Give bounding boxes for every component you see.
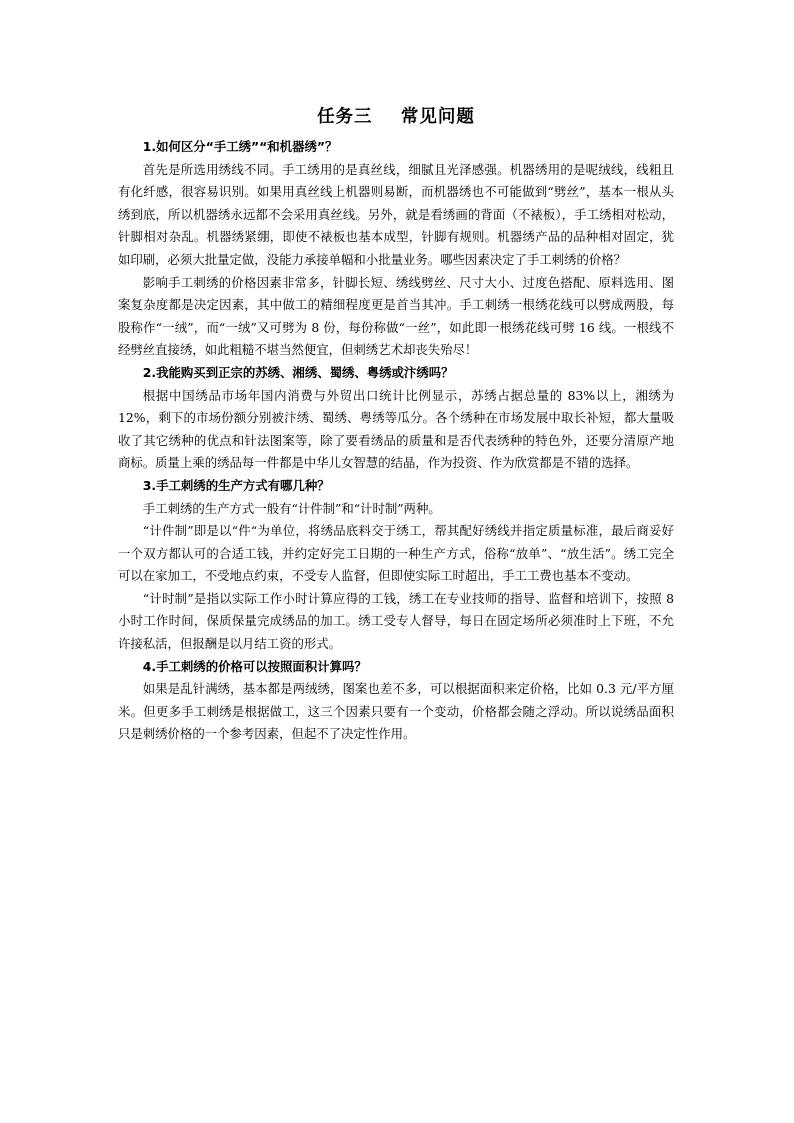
paragraph: 影响手工刺绣的价格因素非常多，针脚长短、绣线劈丝、尺寸大小、过度色搭配、原料选用、图案复杂度都是决定因素，其中做工的精细程度更是首当其冲。手工刺绣一根绣花线可以劈成两股，每股称作“一绒”，而“一绒”又可劈为 8 份，每份称做“一丝”，如此即一根绣花线可劈 16 线。一根线不经劈丝直接绣，如此粗糙不堪当然便宜，但刺绣艺术却丧失殆尽！ — [118, 274, 674, 358]
section-heading-4: 4.手工刺绣的价格可以按照面积计算吗？ — [142, 658, 367, 674]
document-body — [118, 136, 674, 746]
paragraph: “计时制”是指以实际工作小时计算应得的工钱，绣工在专业技师的指导、监督和培训下，按照 8 小时工作时间，保质保量完成绣品的加工。绣工受专人督导，每日在固定场所必须准时上下班，不允许接私活，但报酬是以月结工资的形式。 — [118, 590, 674, 652]
paragraph: 首先是所选用绣线不同。手工绣用的是真丝线，细腻且光泽感强。机器绣用的是呢绒线，线粗且有化纤感，很容易识别。如果用真丝线上机器则易断，而机器绣也不可能做到“劈丝”，基本一根从头绣到底，所以机器绣永远都不会采用真丝线。另外，就是看绣画的背面（不裱板），手工绣相对松动，针脚相对杂乱。机器绣紧绷，即使不裱板也基本成型，针脚有规则。机器绣产品的品种相对固定，犹如印刷，必须大批量定做，没能力承接单幅和小批量业务。哪些因素决定了手工刺绣的价格？ — [118, 161, 674, 267]
section-heading-3: 3.手工刺绣的生产方式有哪几种？ — [142, 477, 330, 493]
paragraph: “计件制”即是以“件“为单位，将绣品底料交于绣工，帮其配好绣线并指定质量标准，最后商妥好一个双方都认可的合适工钱，并约定好完工日期的一种生产方式，俗称“放单”、“放生活”。绣工完全可以在家加工，不受地点约束，不受专人监督，但即使实际工时超出，手工工费也基本不变动。 — [118, 523, 674, 584]
section-heading-2: 2.我能购买到正宗的苏绣、湘绣、蜀绣、粤绣或汴绣吗？ — [142, 364, 454, 380]
paragraph: 如果是乱针满绣，基本都是两绒绣，图案也差不多，可以根据面积来定价格，比如 0.3 元/平方厘米。但更多手工刺绣是根据做工，这三个因素只要有一个变动，价格都会随之浮动。所以说绣品面积只是刺绣价格的一个参考因素，但起不了决定性作用。 — [118, 681, 674, 742]
paragraph: 根据中国绣品市场年国内消费与外贸出口统计比例显示，苏绣占据总量的 83%以上，湘绣为 12%，剩下的市场份额分别被汴绣、蜀绣、粤绣等瓜分。各个绣种在市场发展中取长补短，都大量吸收了其它绣种的优点和针法图案等，除了要看绣品的质量和是否代表绣种的特色外，还要分清原产地商标。质量上乘的绣品每一件都是中华儿女智慧的结晶，作为投资、作为欣赏都是不错的选择。 — [118, 387, 674, 471]
section-heading-1: 1.如何区分“手工绣”“和机器绣”？ — [142, 139, 338, 154]
page-title: 任务三 常见问题 — [317, 107, 475, 127]
paragraph: 手工刺绣的生产方式一般有“计件制”和“计时制”两种。 — [142, 500, 441, 516]
